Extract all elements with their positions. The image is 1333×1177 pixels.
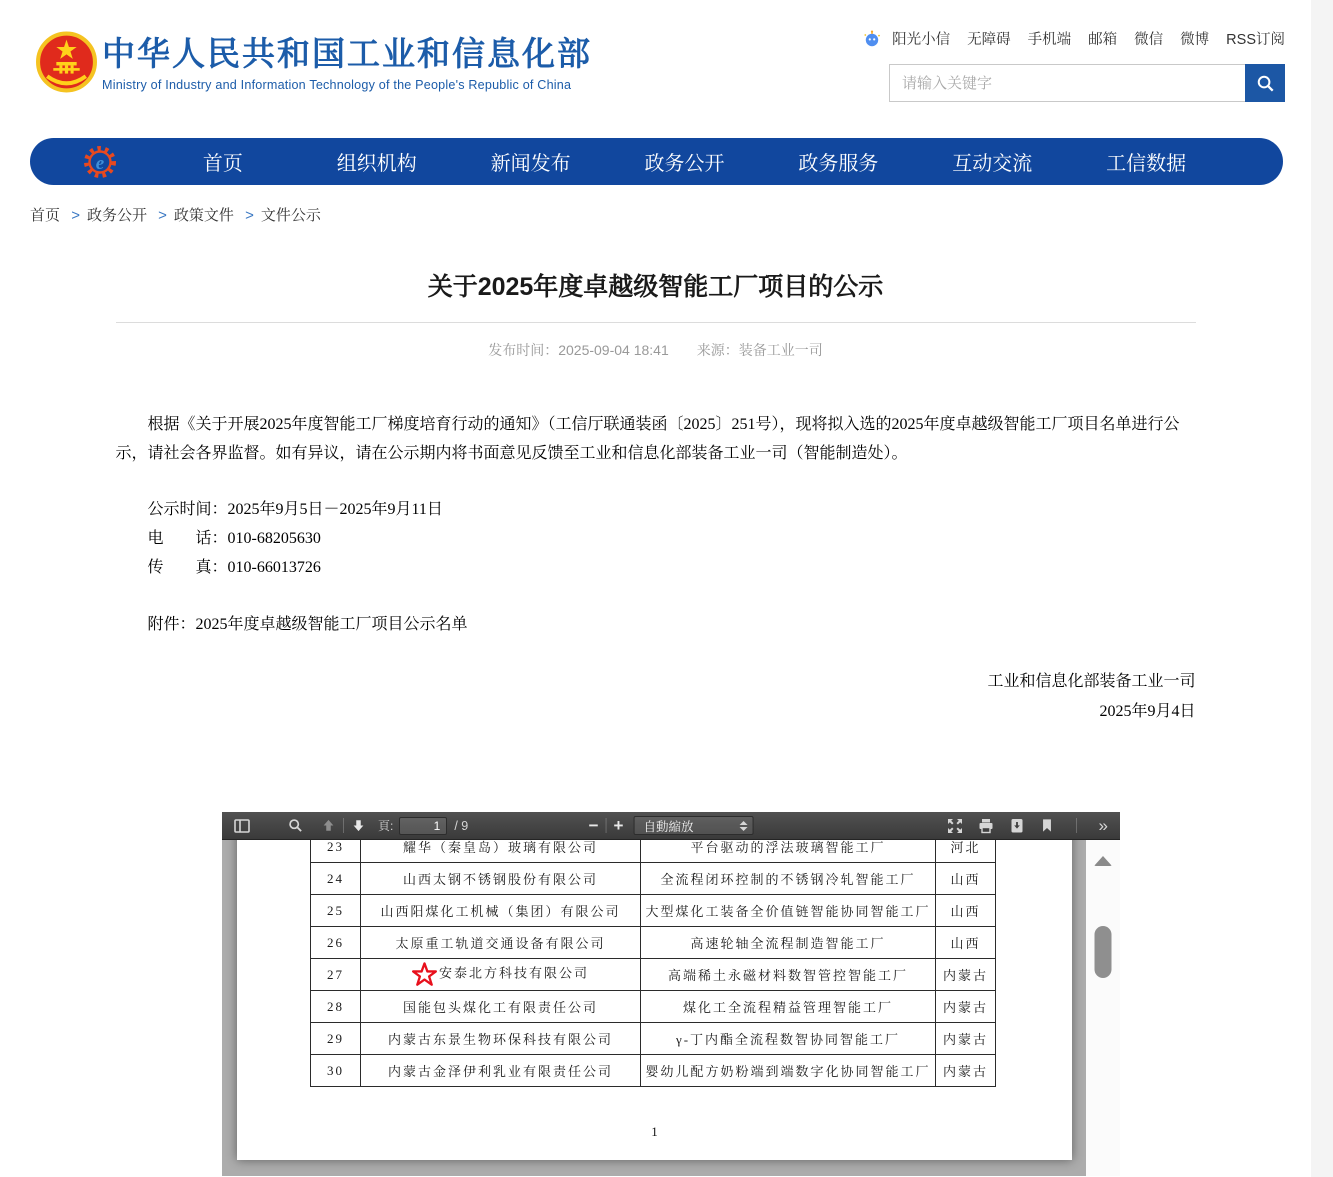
table-row [311,1055,996,1087]
search-icon [1256,74,1275,93]
pdf-page-footer-number: 1 [651,1124,658,1139]
article-body [116,410,1196,726]
cell-company: 太原重工轨道交通设备有限公司 [361,927,641,959]
cell-province: 内蒙古 [936,959,996,991]
nav-item[interactable]: 工信数据 [1106,153,1187,175]
nav-item[interactable]: 政务公开 [644,153,725,175]
cell-number: 29 [311,1023,361,1055]
attachment-line: 附件：2025年度卓越级智能工厂项目公示名单 [147,616,468,633]
breadcrumb-separator: > [158,207,167,224]
table-row [311,1023,996,1055]
breadcrumb-separator: > [245,207,254,224]
table-row [311,840,996,863]
quick-link[interactable]: 微信 [1134,32,1164,48]
mascot-robot-icon[interactable] [863,30,881,48]
cell-company: 内蒙古金泽伊利乳业有限责任公司 [361,1055,641,1087]
cell-province: 内蒙古 [936,1023,996,1055]
more-tools-button[interactable]: » [1098,816,1108,835]
site-title: 中华人民共和国工业和信息化部 [102,35,592,72]
cell-number: 23 [311,840,361,863]
page-number-input[interactable] [399,817,447,835]
cell-number: 28 [311,991,361,1023]
cell-number: 30 [311,1055,361,1087]
pdf-content-area [222,840,1120,1176]
bookmark-icon [1040,818,1054,833]
cell-province: 山西 [936,895,996,927]
attachment-table [310,840,996,1087]
pdf-toolbar [222,812,1120,840]
sidebar-toggle-button[interactable] [234,818,250,834]
quick-link[interactable]: 阳光小信 [892,32,951,48]
cell-company: 山西阳煤化工机械（集团）有限公司 [361,895,641,927]
download-icon [1009,818,1025,834]
breadcrumb-separator: > [71,207,80,224]
miit-gear-logo [82,144,118,180]
site-subtitle-en: Ministry of Industry and Information Technology of the People's Republic of China [102,78,572,93]
cell-company: 耀华（秦皇岛）玻璃有限公司 [361,840,641,863]
nav-item[interactable]: 互动交流 [952,153,1033,175]
site-header [0,0,1311,132]
cell-number: 26 [311,927,361,959]
breadcrumb-link[interactable]: 政务公开 [86,207,147,224]
cell-project: 平台驱动的浮法玻璃智能工厂 [641,840,936,863]
cell-project: 大型煤化工装备全价值链智能协同智能工厂 [641,895,936,927]
paragraph-intro: 根据《关于开展2025年度智能工厂梯度培育行动的通知》（工信厅联通装函〔2025〕251号），现将拟入选的2025年度卓越级智能工厂项目名单进行公示，请社会各界监督。如有异议，请在公示期内将书面意见反馈至工业和信息化部装备工业一司（智能制造处）。 [115,416,1180,462]
cell-company: 国能包头煤化工有限责任公司 [361,991,641,1023]
table-row [311,991,996,1023]
signature: 工业和信息化部装备工业一司 [987,673,1196,690]
phone-line: 电 话：010-68205630 [147,530,321,547]
quick-link[interactable]: 无障碍 [967,32,1011,48]
table-row [311,895,996,927]
cell-province: 河北 [936,840,996,863]
source-label: 来源： [696,342,739,358]
star-annotation-icon [412,962,437,987]
table-row [311,959,996,991]
pdf-scrollbar[interactable] [1086,840,1120,1176]
publish-time: 2025-09-04 18:41 [558,342,669,358]
cell-company: 安泰北方科技有限公司 [361,959,641,991]
publish-time-label: 发布时间： [488,342,559,358]
find-button[interactable] [288,818,303,833]
bookmark-button[interactable] [1040,818,1054,833]
scrollbar-thumb[interactable] [1095,926,1112,978]
signature-date: 2025年9月4日 [1099,703,1196,720]
download-button[interactable] [1009,818,1025,834]
scroll-up-arrow-icon[interactable] [1094,856,1112,866]
print-icon [978,818,994,834]
cell-province: 内蒙古 [936,991,996,1023]
cell-project: 婴幼儿配方奶粉端到端数字化协同智能工厂 [641,1055,936,1087]
pdf-viewer [222,812,1120,1177]
cell-project: 全流程闭环控制的不锈钢冷轧智能工厂 [641,863,936,895]
national-emblem-logo [35,27,98,99]
page-title: 关于2025年度卓越级智能工厂项目的公示 [427,273,884,301]
page-up-button[interactable] [321,818,336,833]
cell-project: 高端稀土永磁材料数智管控智能工厂 [641,959,936,991]
cell-number: 27 [311,959,361,991]
breadcrumb-link[interactable]: 文件公示 [260,207,321,224]
zoom-in-button[interactable]: + [613,816,624,835]
breadcrumb-link[interactable]: 政策文件 [173,207,234,224]
nav-item[interactable]: 组织机构 [336,153,417,175]
quick-link[interactable]: 邮箱 [1088,32,1118,48]
article-meta [116,340,1196,360]
search-bar [889,64,1285,102]
notice-period: 公示时间：2025年9月5日－2025年9月11日 [147,501,443,518]
cell-province: 山西 [936,927,996,959]
page-up-icon [321,818,336,833]
table-row [311,927,996,959]
pdf-page [237,840,1072,1160]
article [116,267,1196,726]
cell-number: 25 [311,895,361,927]
cell-company: 内蒙古东景生物环保科技有限公司 [361,1023,641,1055]
zoom-select-value: 自動縮放 [643,819,694,834]
zoom-out-button[interactable]: − [588,816,599,835]
sidebar-toggle-icon [234,818,250,834]
fullscreen-icon [947,818,963,834]
select-arrows-icon [739,821,747,831]
breadcrumb [30,204,1311,225]
zoom-select[interactable] [633,816,753,835]
quick-links [863,28,1285,49]
cell-province: 山西 [936,863,996,895]
main-nav [30,138,1283,185]
page-down-icon [351,818,366,833]
page-total: / 9 [454,818,469,833]
cell-number: 24 [311,863,361,895]
nav-item[interactable]: 新闻发布 [490,153,571,175]
page-down-button[interactable] [351,818,366,833]
cell-project: 煤化工全流程精益管理智能工厂 [641,991,936,1023]
quick-link[interactable]: 微博 [1180,32,1210,48]
page-label: 頁: [378,819,394,833]
source-value: 装备工业一司 [738,342,823,358]
quick-link[interactable]: RSS订阅 [1226,32,1285,48]
cell-project: 高速轮轴全流程制造智能工厂 [641,927,936,959]
nav-item[interactable]: 政务服务 [798,153,879,175]
search-input[interactable] [889,64,1245,102]
find-icon [288,818,303,833]
nav-item[interactable]: 首页 [202,153,243,175]
print-button[interactable] [978,818,994,834]
fax-line: 传 真：010-66013726 [147,559,321,576]
table-row [311,863,996,895]
search-button[interactable] [1245,64,1285,102]
cell-project: γ-丁内酯全流程数智协同智能工厂 [641,1023,936,1055]
cell-province: 内蒙古 [936,1055,996,1087]
quick-link[interactable]: 手机端 [1027,32,1072,48]
title-divider [116,322,1196,323]
breadcrumb-link[interactable]: 首页 [30,207,61,224]
presentation-mode-button[interactable] [947,818,963,834]
svg-text:e: e [95,152,105,174]
cell-company: 山西太钢不锈钢股份有限公司 [361,863,641,895]
